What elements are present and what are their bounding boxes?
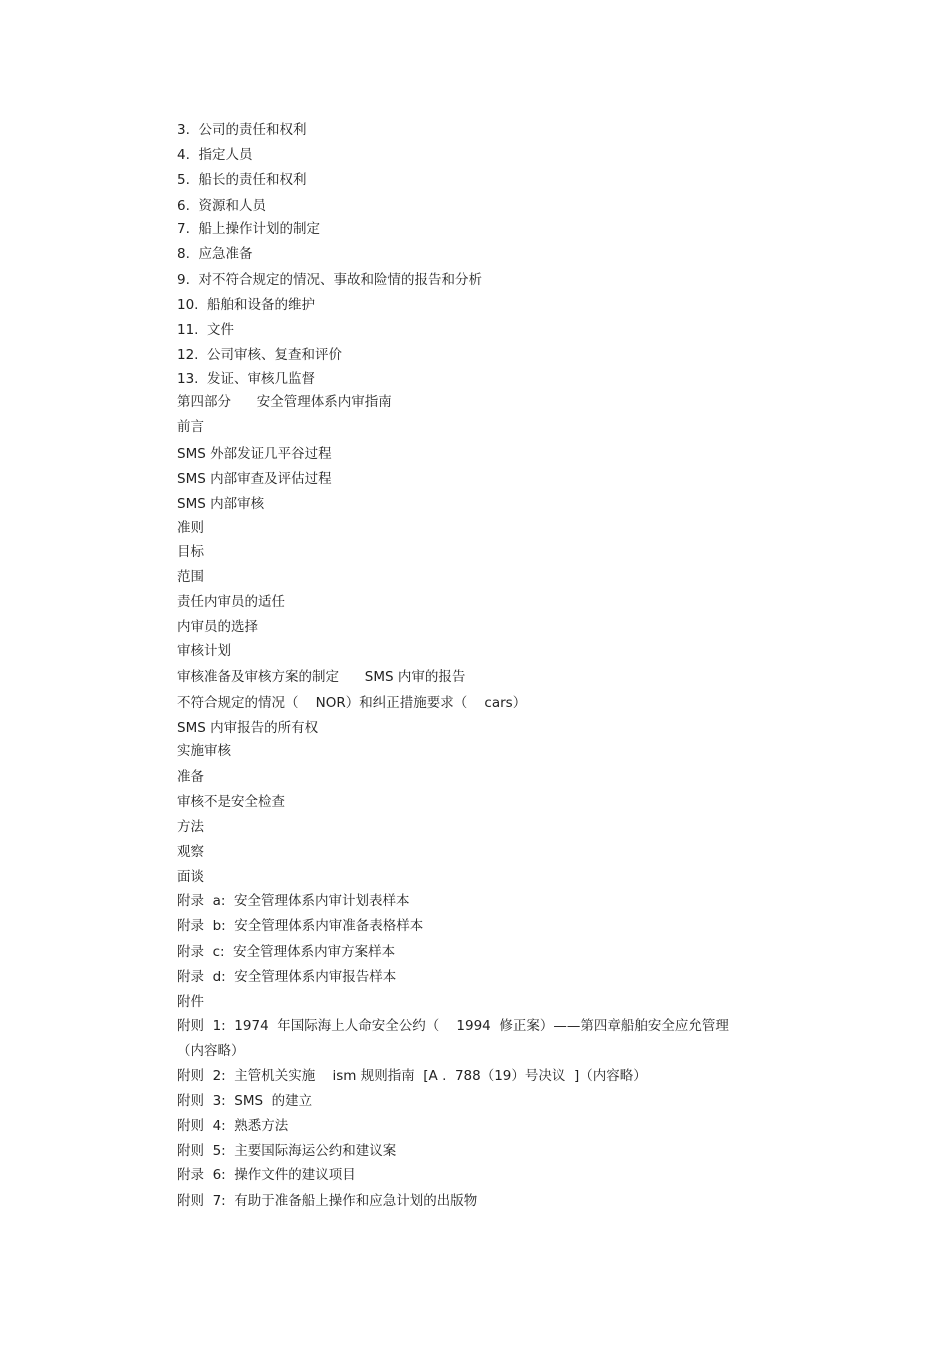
toc-line: SMS 外部发证几平谷过程 [177, 446, 332, 462]
toc-line: 审核计划 [177, 643, 231, 659]
toc-line: 不符合规定的情况（ NOR）和纠正措施要求（ cars） [177, 695, 527, 711]
toc-line: 范围 [177, 569, 204, 585]
toc-line: 附录 a: 安全管理体系内审计划表样本 [177, 893, 410, 909]
toc-line: 准备 [177, 769, 204, 785]
toc-line: 9. 对不符合规定的情况、事故和险情的报告和分析 [177, 272, 482, 288]
toc-line: 实施审核 [177, 743, 231, 759]
toc-line: 附则 4: 熟悉方法 [177, 1118, 289, 1134]
toc-line: SMS 内部审核 [177, 496, 265, 512]
toc-line: （内容略） [177, 1043, 245, 1059]
toc-line: 6. 资源和人员 [177, 198, 266, 214]
toc-line: 附则 2: 主管机关实施 ism 规则指南 [A . 788（19）号决议 ]（内容略） [177, 1068, 647, 1084]
toc-line: 审核准备及审核方案的制定 SMS 内审的报告 [177, 669, 466, 685]
toc-line: 目标 [177, 544, 204, 560]
toc-line: 附则 1: 1974 年国际海上人命安全公约（ 1994 修正案）——第四章船舶安全应允管理 [177, 1018, 729, 1034]
toc-line: 附录 b: 安全管理体系内审准备表格样本 [177, 918, 424, 934]
toc-line: 内审员的选择 [177, 619, 258, 635]
toc-line: 7. 船上操作计划的制定 [177, 221, 320, 237]
toc-line: 审核不是安全检查 [177, 794, 285, 810]
toc-line: 10. 船舶和设备的维护 [177, 297, 316, 313]
toc-line: 3. 公司的责任和权利 [177, 122, 307, 138]
toc-line: 前言 [177, 419, 204, 435]
toc-line: 5. 船长的责任和权利 [177, 172, 307, 188]
section-heading: 第四部分 安全管理体系内审指南 [177, 394, 392, 410]
toc-line: 附录 c: 安全管理体系内审方案样本 [177, 944, 396, 960]
toc-line: 11. 文件 [177, 322, 235, 338]
toc-line: 面谈 [177, 869, 204, 885]
toc-line: SMS 内审报告的所有权 [177, 720, 319, 736]
toc-line: 责任内审员的适任 [177, 594, 285, 610]
toc-line: 观察 [177, 844, 204, 860]
toc-line: 附则 5: 主要国际海运公约和建议案 [177, 1143, 397, 1159]
toc-line: 附则 3: SMS 的建立 [177, 1093, 313, 1109]
toc-line: 附则 7: 有助于准备船上操作和应急计划的出版物 [177, 1193, 478, 1209]
toc-line: 附录 d: 安全管理体系内审报告样本 [177, 969, 397, 985]
toc-line: 方法 [177, 819, 204, 835]
toc-line: SMS 内部审查及评估过程 [177, 471, 332, 487]
toc-line: 4. 指定人员 [177, 147, 253, 163]
toc-line: 准则 [177, 520, 204, 536]
toc-line: 12. 公司审核、复查和评价 [177, 347, 343, 363]
toc-line: 13. 发证、审核几监督 [177, 371, 316, 387]
toc-line: 附录 6: 操作文件的建议项目 [177, 1167, 356, 1183]
toc-line: 附件 [177, 994, 204, 1010]
toc-line: 8. 应急准备 [177, 246, 253, 262]
